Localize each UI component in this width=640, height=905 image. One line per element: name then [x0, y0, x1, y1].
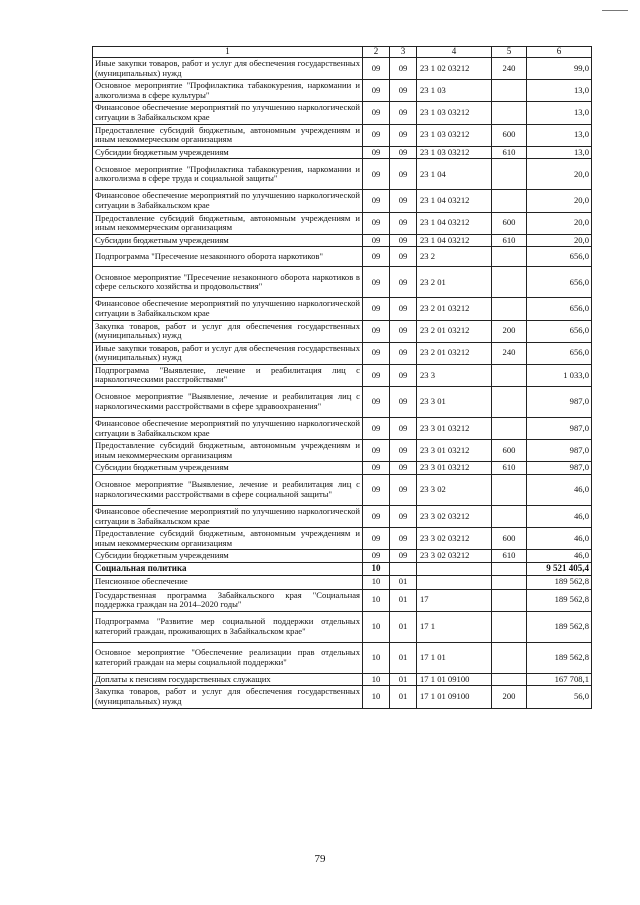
cell-section: 09 — [363, 234, 390, 247]
cell-subsection: 09 — [390, 320, 417, 342]
table-row — [93, 673, 592, 686]
cell-subsection: 09 — [390, 124, 417, 146]
cell-expense-type — [492, 102, 527, 124]
cell-subsection: 09 — [390, 212, 417, 234]
cell-expense-type — [492, 80, 527, 102]
table-row — [93, 462, 592, 475]
cell-expense-type: 610 — [492, 234, 527, 247]
cell-name: Основное мероприятие "Профилактика табакокурения, наркомании и алкоголизма в сфере культуры" — [93, 80, 363, 102]
cell-target-article: 23 1 02 03212 — [417, 58, 492, 80]
cell-amount: 13,0 — [527, 146, 592, 159]
cell-target-article: 23 2 01 03212 — [417, 298, 492, 320]
cell-subsection: 01 — [390, 673, 417, 686]
cell-amount: 189 562,8 — [527, 575, 592, 589]
header-cell: 6 — [527, 47, 592, 58]
cell-section: 09 — [363, 506, 390, 528]
cell-name: Субсидии бюджетным учреждениям — [93, 462, 363, 475]
cell-target-article: 23 3 01 03212 — [417, 418, 492, 440]
table-row — [93, 440, 592, 462]
cell-section: 09 — [363, 247, 390, 267]
cell-subsection: 09 — [390, 247, 417, 267]
cell-name: Финансовое обеспечение мероприятий по улучшению наркологической ситуации в Забайкальском крае — [93, 102, 363, 124]
table-row — [93, 146, 592, 159]
cell-expense-type — [492, 575, 527, 589]
table-row — [93, 475, 592, 506]
table-row — [93, 418, 592, 440]
cell-name: Финансовое обеспечение мероприятий по улучшению наркологической ситуации в Забайкальском крае — [93, 190, 363, 212]
cell-target-article: 17 1 01 09100 — [417, 686, 492, 708]
cell-target-article: 23 2 — [417, 247, 492, 267]
cell-expense-type: 200 — [492, 686, 527, 708]
cell-section: 10 — [363, 575, 390, 589]
cell-target-article: 23 3 02 03212 — [417, 528, 492, 550]
cell-target-article: 23 3 01 03212 — [417, 440, 492, 462]
cell-target-article: 17 — [417, 589, 492, 611]
cell-expense-type: 240 — [492, 342, 527, 364]
cell-target-article: 23 3 — [417, 364, 492, 386]
cell-subsection: 09 — [390, 462, 417, 475]
cell-target-article — [417, 563, 492, 576]
cell-amount: 167 708,1 — [527, 673, 592, 686]
cell-section: 09 — [363, 146, 390, 159]
cell-expense-type — [492, 563, 527, 576]
cell-subsection: 09 — [390, 550, 417, 563]
cell-subsection: 09 — [390, 190, 417, 212]
table-row — [93, 387, 592, 418]
cell-subsection: 01 — [390, 686, 417, 708]
cell-name: Предоставление субсидий бюджетным, автономным учреждениям и иным некоммерческим организациям — [93, 212, 363, 234]
cell-amount: 656,0 — [527, 320, 592, 342]
cell-expense-type: 600 — [492, 124, 527, 146]
cell-section: 09 — [363, 387, 390, 418]
cell-amount: 20,0 — [527, 234, 592, 247]
table-row — [93, 124, 592, 146]
table-row — [93, 575, 592, 589]
cell-expense-type — [492, 589, 527, 611]
cell-name: Субсидии бюджетным учреждениям — [93, 146, 363, 159]
header-cell: 5 — [492, 47, 527, 58]
cell-amount: 20,0 — [527, 212, 592, 234]
cell-section: 09 — [363, 364, 390, 386]
cell-section: 09 — [363, 58, 390, 80]
cell-expense-type — [492, 190, 527, 212]
cell-amount: 46,0 — [527, 475, 592, 506]
cell-name: Подпрограмма "Выявление, лечение и реабилитация лиц с наркологическими расстройствами" — [93, 364, 363, 386]
cell-amount: 189 562,8 — [527, 611, 592, 642]
cell-section: 09 — [363, 159, 390, 190]
cell-section: 09 — [363, 342, 390, 364]
cell-target-article: 23 3 01 03212 — [417, 462, 492, 475]
cell-target-article: 23 3 02 03212 — [417, 550, 492, 563]
cell-name: Иные закупки товаров, работ и услуг для обеспечения государственных (муниципальных) нужд — [93, 58, 363, 80]
cell-section: 10 — [363, 673, 390, 686]
table-row — [93, 528, 592, 550]
cell-target-article: 23 1 04 03212 — [417, 190, 492, 212]
cell-expense-type — [492, 247, 527, 267]
table-row — [93, 611, 592, 642]
cell-amount: 46,0 — [527, 528, 592, 550]
cell-target-article: 23 2 01 03212 — [417, 320, 492, 342]
cell-amount: 987,0 — [527, 462, 592, 475]
cell-section: 09 — [363, 267, 390, 298]
cell-amount: 656,0 — [527, 267, 592, 298]
cell-subsection: 09 — [390, 298, 417, 320]
cell-subsection: 09 — [390, 267, 417, 298]
cell-target-article: 23 3 02 — [417, 475, 492, 506]
cell-name: Финансовое обеспечение мероприятий по улучшению наркологической ситуации в Забайкальском крае — [93, 418, 363, 440]
cell-name: Субсидии бюджетным учреждениям — [93, 234, 363, 247]
page-number: 79 — [314, 853, 326, 865]
cell-amount: 9 521 405,4 — [527, 563, 592, 576]
cell-name: Основное мероприятие "Пресечение незаконного оборота наркотиков в сфере сельского хозяйства и продовольствия" — [93, 267, 363, 298]
cell-amount: 987,0 — [527, 440, 592, 462]
cell-section: 10 — [363, 686, 390, 708]
cell-target-article: 23 3 01 — [417, 387, 492, 418]
table-row — [93, 364, 592, 386]
cell-expense-type: 200 — [492, 320, 527, 342]
cell-subsection: 01 — [390, 642, 417, 673]
cell-amount: 656,0 — [527, 247, 592, 267]
cell-amount: 987,0 — [527, 418, 592, 440]
cell-amount: 189 562,8 — [527, 589, 592, 611]
cell-amount: 987,0 — [527, 387, 592, 418]
cell-section: 10 — [363, 642, 390, 673]
cell-amount: 13,0 — [527, 124, 592, 146]
table-row — [93, 267, 592, 298]
cell-name: Подпрограмма "Развитие мер социальной поддержки отдельных категорий граждан, проживающих в Забайкальском крае" — [93, 611, 363, 642]
table-row — [93, 550, 592, 563]
table-body — [93, 58, 592, 709]
cell-expense-type — [492, 611, 527, 642]
cell-expense-type — [492, 364, 527, 386]
cell-name: Пенсионное обеспечение — [93, 575, 363, 589]
cell-section: 09 — [363, 320, 390, 342]
cell-target-article: 23 2 01 — [417, 267, 492, 298]
cell-amount: 189 562,8 — [527, 642, 592, 673]
table-row — [93, 342, 592, 364]
cell-subsection: 01 — [390, 575, 417, 589]
cell-name: Основное мероприятие "Обеспечение реализации прав отдельных категорий граждан на меры социальной поддержки" — [93, 642, 363, 673]
cell-section: 09 — [363, 440, 390, 462]
cell-subsection — [390, 563, 417, 576]
table-row — [93, 58, 592, 80]
table-row — [93, 102, 592, 124]
cell-target-article: 23 2 01 03212 — [417, 342, 492, 364]
cell-name: Субсидии бюджетным учреждениям — [93, 550, 363, 563]
cell-name: Государственная программа Забайкальского края "Социальная поддержка граждан на 2014–2020 годы" — [93, 589, 363, 611]
cell-section: 09 — [363, 550, 390, 563]
cell-subsection: 09 — [390, 159, 417, 190]
table-row — [93, 159, 592, 190]
cell-expense-type — [492, 298, 527, 320]
cell-section: 09 — [363, 528, 390, 550]
cell-subsection: 09 — [390, 102, 417, 124]
table-header-row — [93, 47, 592, 58]
cell-expense-type: 610 — [492, 146, 527, 159]
cell-target-article: 23 1 04 — [417, 159, 492, 190]
cell-section: 09 — [363, 418, 390, 440]
cell-target-article: 23 1 03 03212 — [417, 124, 492, 146]
cell-section: 09 — [363, 212, 390, 234]
cell-name: Финансовое обеспечение мероприятий по улучшению наркологической ситуации в Забайкальском крае — [93, 298, 363, 320]
cell-subsection: 09 — [390, 342, 417, 364]
cell-name: Закупка товаров, работ и услуг для обеспечения государственных (муниципальных) нужд — [93, 686, 363, 708]
cell-target-article — [417, 575, 492, 589]
cell-target-article: 23 3 02 03212 — [417, 506, 492, 528]
cell-target-article: 23 1 03 03212 — [417, 146, 492, 159]
cell-name: Социальная политика — [93, 563, 363, 576]
cell-expense-type — [492, 267, 527, 298]
cell-target-article: 23 1 03 — [417, 80, 492, 102]
cell-target-article: 17 1 01 — [417, 642, 492, 673]
cell-name: Предоставление субсидий бюджетным, автономным учреждениям и иным некоммерческим организациям — [93, 528, 363, 550]
cell-expense-type — [492, 475, 527, 506]
cell-expense-type: 600 — [492, 440, 527, 462]
cell-subsection: 09 — [390, 146, 417, 159]
cell-name: Подпрограмма "Пресечение незаконного оборота наркотиков" — [93, 247, 363, 267]
cell-section: 09 — [363, 102, 390, 124]
cell-section: 10 — [363, 589, 390, 611]
cell-subsection: 09 — [390, 440, 417, 462]
cell-expense-type — [492, 506, 527, 528]
cell-amount: 99,0 — [527, 58, 592, 80]
cell-subsection: 01 — [390, 611, 417, 642]
cell-target-article: 23 1 04 03212 — [417, 234, 492, 247]
header-cell: 4 — [417, 47, 492, 58]
table-row — [93, 589, 592, 611]
cell-subsection: 09 — [390, 387, 417, 418]
table-row — [93, 563, 592, 576]
cell-target-article: 23 1 03 03212 — [417, 102, 492, 124]
cell-subsection: 09 — [390, 234, 417, 247]
corner-scan-mark — [602, 10, 628, 11]
cell-expense-type: 240 — [492, 58, 527, 80]
table-row — [93, 506, 592, 528]
cell-expense-type — [492, 642, 527, 673]
table-row — [93, 234, 592, 247]
table-row — [93, 190, 592, 212]
cell-expense-type: 600 — [492, 212, 527, 234]
cell-amount: 46,0 — [527, 550, 592, 563]
cell-expense-type: 610 — [492, 550, 527, 563]
cell-subsection: 09 — [390, 418, 417, 440]
cell-name: Основное мероприятие "Выявление, лечение и реабилитация лиц с наркологическими расстройствами в сфере здравоохранения" — [93, 387, 363, 418]
cell-amount: 56,0 — [527, 686, 592, 708]
cell-section: 09 — [363, 124, 390, 146]
cell-section: 09 — [363, 298, 390, 320]
cell-amount: 20,0 — [527, 159, 592, 190]
cell-target-article: 17 1 — [417, 611, 492, 642]
cell-name: Закупка товаров, работ и услуг для обеспечения государственных (муниципальных) нужд — [93, 320, 363, 342]
cell-target-article: 23 1 04 03212 — [417, 212, 492, 234]
table-row — [93, 320, 592, 342]
cell-section: 10 — [363, 563, 390, 576]
cell-expense-type — [492, 418, 527, 440]
cell-target-article: 17 1 01 09100 — [417, 673, 492, 686]
cell-expense-type: 600 — [492, 528, 527, 550]
table-row — [93, 247, 592, 267]
cell-subsection: 09 — [390, 80, 417, 102]
header-cell: 2 — [363, 47, 390, 58]
cell-subsection: 09 — [390, 364, 417, 386]
cell-section: 09 — [363, 462, 390, 475]
cell-section: 10 — [363, 611, 390, 642]
table-row — [93, 686, 592, 708]
cell-expense-type: 610 — [492, 462, 527, 475]
cell-subsection: 09 — [390, 506, 417, 528]
cell-expense-type — [492, 673, 527, 686]
cell-amount: 13,0 — [527, 102, 592, 124]
cell-expense-type — [492, 159, 527, 190]
header-cell: 3 — [390, 47, 417, 58]
cell-subsection: 01 — [390, 589, 417, 611]
cell-name: Предоставление субсидий бюджетным, автономным учреждениям и иным некоммерческим организациям — [93, 440, 363, 462]
cell-subsection: 09 — [390, 475, 417, 506]
cell-amount: 656,0 — [527, 298, 592, 320]
cell-amount: 46,0 — [527, 506, 592, 528]
cell-subsection: 09 — [390, 58, 417, 80]
cell-name: Предоставление субсидий бюджетным, автономным учреждениям и иным некоммерческим организациям — [93, 124, 363, 146]
budget-table — [92, 46, 592, 709]
cell-amount: 20,0 — [527, 190, 592, 212]
cell-amount: 656,0 — [527, 342, 592, 364]
cell-section: 09 — [363, 80, 390, 102]
cell-expense-type — [492, 387, 527, 418]
cell-subsection: 09 — [390, 528, 417, 550]
cell-name: Финансовое обеспечение мероприятий по улучшению наркологической ситуации в Забайкальском крае — [93, 506, 363, 528]
cell-name: Доплаты к пенсиям государственных служащих — [93, 673, 363, 686]
table-row — [93, 642, 592, 673]
header-cell: 1 — [93, 47, 363, 58]
cell-name: Основное мероприятие "Выявление, лечение и реабилитация лиц с наркологическими расстройствами в сфере социальной защиты" — [93, 475, 363, 506]
cell-amount: 1 033,0 — [527, 364, 592, 386]
cell-name: Основное мероприятие "Профилактика табакокурения, наркомании и алкоголизма в сфере труда и социальной защиты" — [93, 159, 363, 190]
cell-name: Иные закупки товаров, работ и услуг для обеспечения государственных (муниципальных) нужд — [93, 342, 363, 364]
table-row — [93, 80, 592, 102]
table-row — [93, 298, 592, 320]
cell-amount: 13,0 — [527, 80, 592, 102]
cell-section: 09 — [363, 475, 390, 506]
table-row — [93, 212, 592, 234]
cell-section: 09 — [363, 190, 390, 212]
